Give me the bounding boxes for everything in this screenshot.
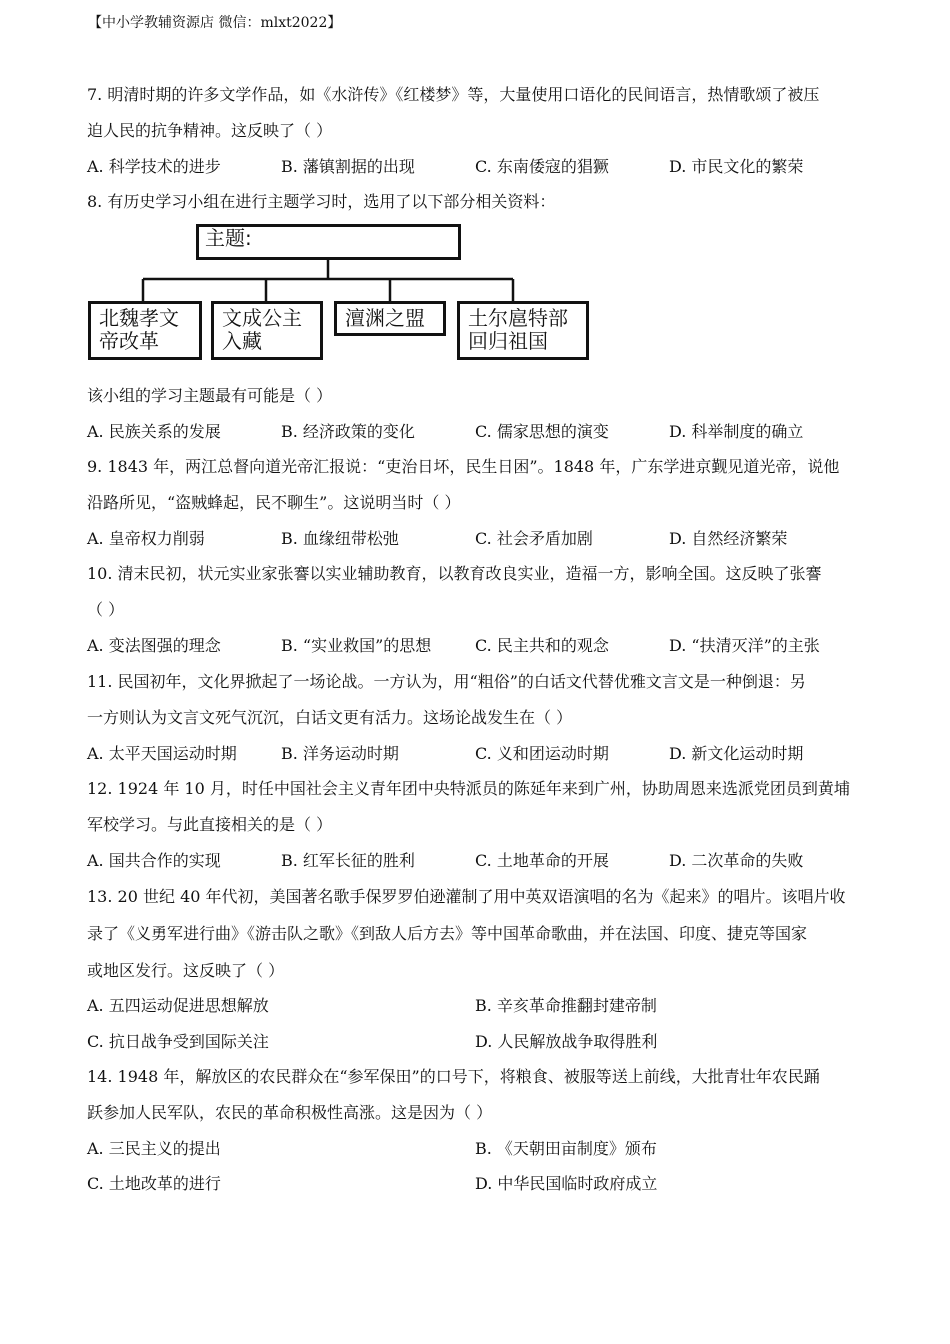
theme-diagram [88,222,588,362]
q9-option-b[interactable]: B. 血缘纽带松弛 [281,529,399,548]
q7-option-a[interactable]: A. 科学技术的进步 [87,157,221,176]
diagram-box-1-line2: 帝改革 [99,329,159,353]
q13-option-a[interactable]: A. 五四运动促进思想解放 [87,996,269,1015]
q10-option-a[interactable]: A. 变法图强的理念 [87,636,221,655]
q8-option-b[interactable]: B. 经济政策的变化 [281,422,415,441]
q10-option-b[interactable]: B. “实业救国”的思想 [281,636,432,655]
q7-stem-line1: 7. 明清时期的许多文学作品，如《水浒传》《红楼梦》等，大量使用口语化的民间语言，热情歌颂了被压 [87,85,820,104]
q12-option-c[interactable]: C. 土地革命的开展 [475,851,609,870]
q12-stem-line2: 军校学习。与此直接相关的是（ ） [87,815,333,834]
q12-option-a[interactable]: A. 国共合作的实现 [87,851,221,870]
q9-option-c[interactable]: C. 社会矛盾加剧 [475,529,593,548]
q12-stem-line1: 12. 1924 年 10 月，时任中国社会主义青年团中央特派员的陈延年来到广州，协助周恩来选派党团员到黄埔 [87,779,850,798]
q11-option-b[interactable]: B. 洋务运动时期 [281,744,399,763]
q8-option-d[interactable]: D. 科举制度的确立 [669,422,804,441]
q8-option-c[interactable]: C. 儒家思想的演变 [475,422,609,441]
diagram-box-2 [211,301,323,360]
q13-option-b[interactable]: B. 辛亥革命推翻封建帝制 [475,996,657,1015]
q14-stem-line1: 14. 1948 年，解放区的农民群众在“参军保田”的口号下，将粮食、被服等送上前线，大批青壮年农民踊 [87,1067,820,1086]
q9-stem-line1: 9. 1843 年，两江总督向道光帝汇报说：“吏治日坏，民生日困”。1848 年，广东学进京觐见道光帝，说他 [87,457,840,476]
q14-option-a[interactable]: A. 三民主义的提出 [87,1139,221,1158]
diagram-box-4 [457,301,589,360]
diagram-box-1 [88,301,202,360]
diagram-title-box [196,224,461,260]
q11-stem-line1: 11. 民国初年，文化界掀起了一场论战。一方认为，用“粗俗”的白话文代替优雅文言文是一种倒退：另 [87,672,806,691]
q7-option-c[interactable]: C. 东南倭寇的猖獗 [475,157,609,176]
diagram-box-4-line1: 土尔扈特部 [468,306,568,330]
q7-option-b[interactable]: B. 藩镇割据的出现 [281,157,415,176]
q10-option-c[interactable]: C. 民主共和的观念 [475,636,609,655]
diagram-box-3 [334,301,446,336]
q11-option-a[interactable]: A. 太平天国运动时期 [87,744,237,763]
q11-option-d[interactable]: D. 新文化运动时期 [669,744,804,763]
q8-option-a[interactable]: A. 民族关系的发展 [87,422,221,441]
q8-question: 该小组的学习主题最有可能是（ ） [87,386,333,405]
q7-option-d[interactable]: D. 市民文化的繁荣 [669,157,804,176]
diagram-box-4-line2: 回归祖国 [468,329,548,353]
q13-stem-line2: 录了《义勇军进行曲》《游击队之歌》《到敌人后方去》等中国革命歌曲，并在法国、印度、捷克等国家 [87,924,808,943]
q12-option-d[interactable]: D. 二次革命的失败 [669,851,804,870]
q13-stem-line1: 13. 20 世纪 40 年代初，美国著名歌手保罗罗伯逊灌制了用中英双语演唱的名为《起来》的唱片。该唱片收 [87,887,846,906]
q9-option-a[interactable]: A. 皇帝权力削弱 [87,529,205,548]
diagram-box-2-line1: 文成公主 [222,306,302,330]
diagram-title: 主题: [205,226,252,250]
q10-stem-line1: 10. 清末民初，状元实业家张謇以实业辅助教育，以教育改良实业，造福一方，影响全国。这反映了张謇 [87,564,822,583]
q13-option-d[interactable]: D. 人民解放战争取得胜利 [475,1032,658,1051]
source-header: 【中小学教辅资源店 微信：mlxt2022】 [88,15,342,31]
q7-stem-line2: 迫人民的抗争精神。这反映了（ ） [87,121,333,140]
q14-option-c[interactable]: C. 土地改革的进行 [87,1174,221,1193]
q13-stem-line3: 或地区发行。这反映了（ ） [87,961,285,980]
q12-option-b[interactable]: B. 红军长征的胜利 [281,851,415,870]
q8-stem: 8. 有历史学习小组在进行主题学习时，选用了以下部分相关资料： [87,192,556,211]
q10-option-d[interactable]: D. “扶清灭洋”的主张 [669,636,820,655]
diagram-box-2-line2: 入藏 [222,329,262,353]
q14-option-b[interactable]: B. 《天朝田亩制度》颁布 [475,1139,657,1158]
q11-option-c[interactable]: C. 义和团运动时期 [475,744,609,763]
q10-stem-line2: （ ） [87,600,125,619]
diagram-box-3-line1: 澶渊之盟 [345,306,425,330]
q14-option-d[interactable]: D. 中华民国临时政府成立 [475,1174,658,1193]
diagram-box-1-line1: 北魏孝文 [99,306,179,330]
q13-option-c[interactable]: C. 抗日战争受到国际关注 [87,1032,269,1051]
q14-stem-line2: 跃参加人民军队，农民的革命积极性高涨。这是因为（ ） [87,1103,493,1122]
q9-option-d[interactable]: D. 自然经济繁荣 [669,529,788,548]
q9-stem-line2: 沿路所见，“盗贼蜂起，民不聊生”。这说明当时（ ） [87,493,461,512]
q11-stem-line2: 一方则认为文言文死气沉沉，白话文更有活力。这场论战发生在（ ） [87,708,573,727]
